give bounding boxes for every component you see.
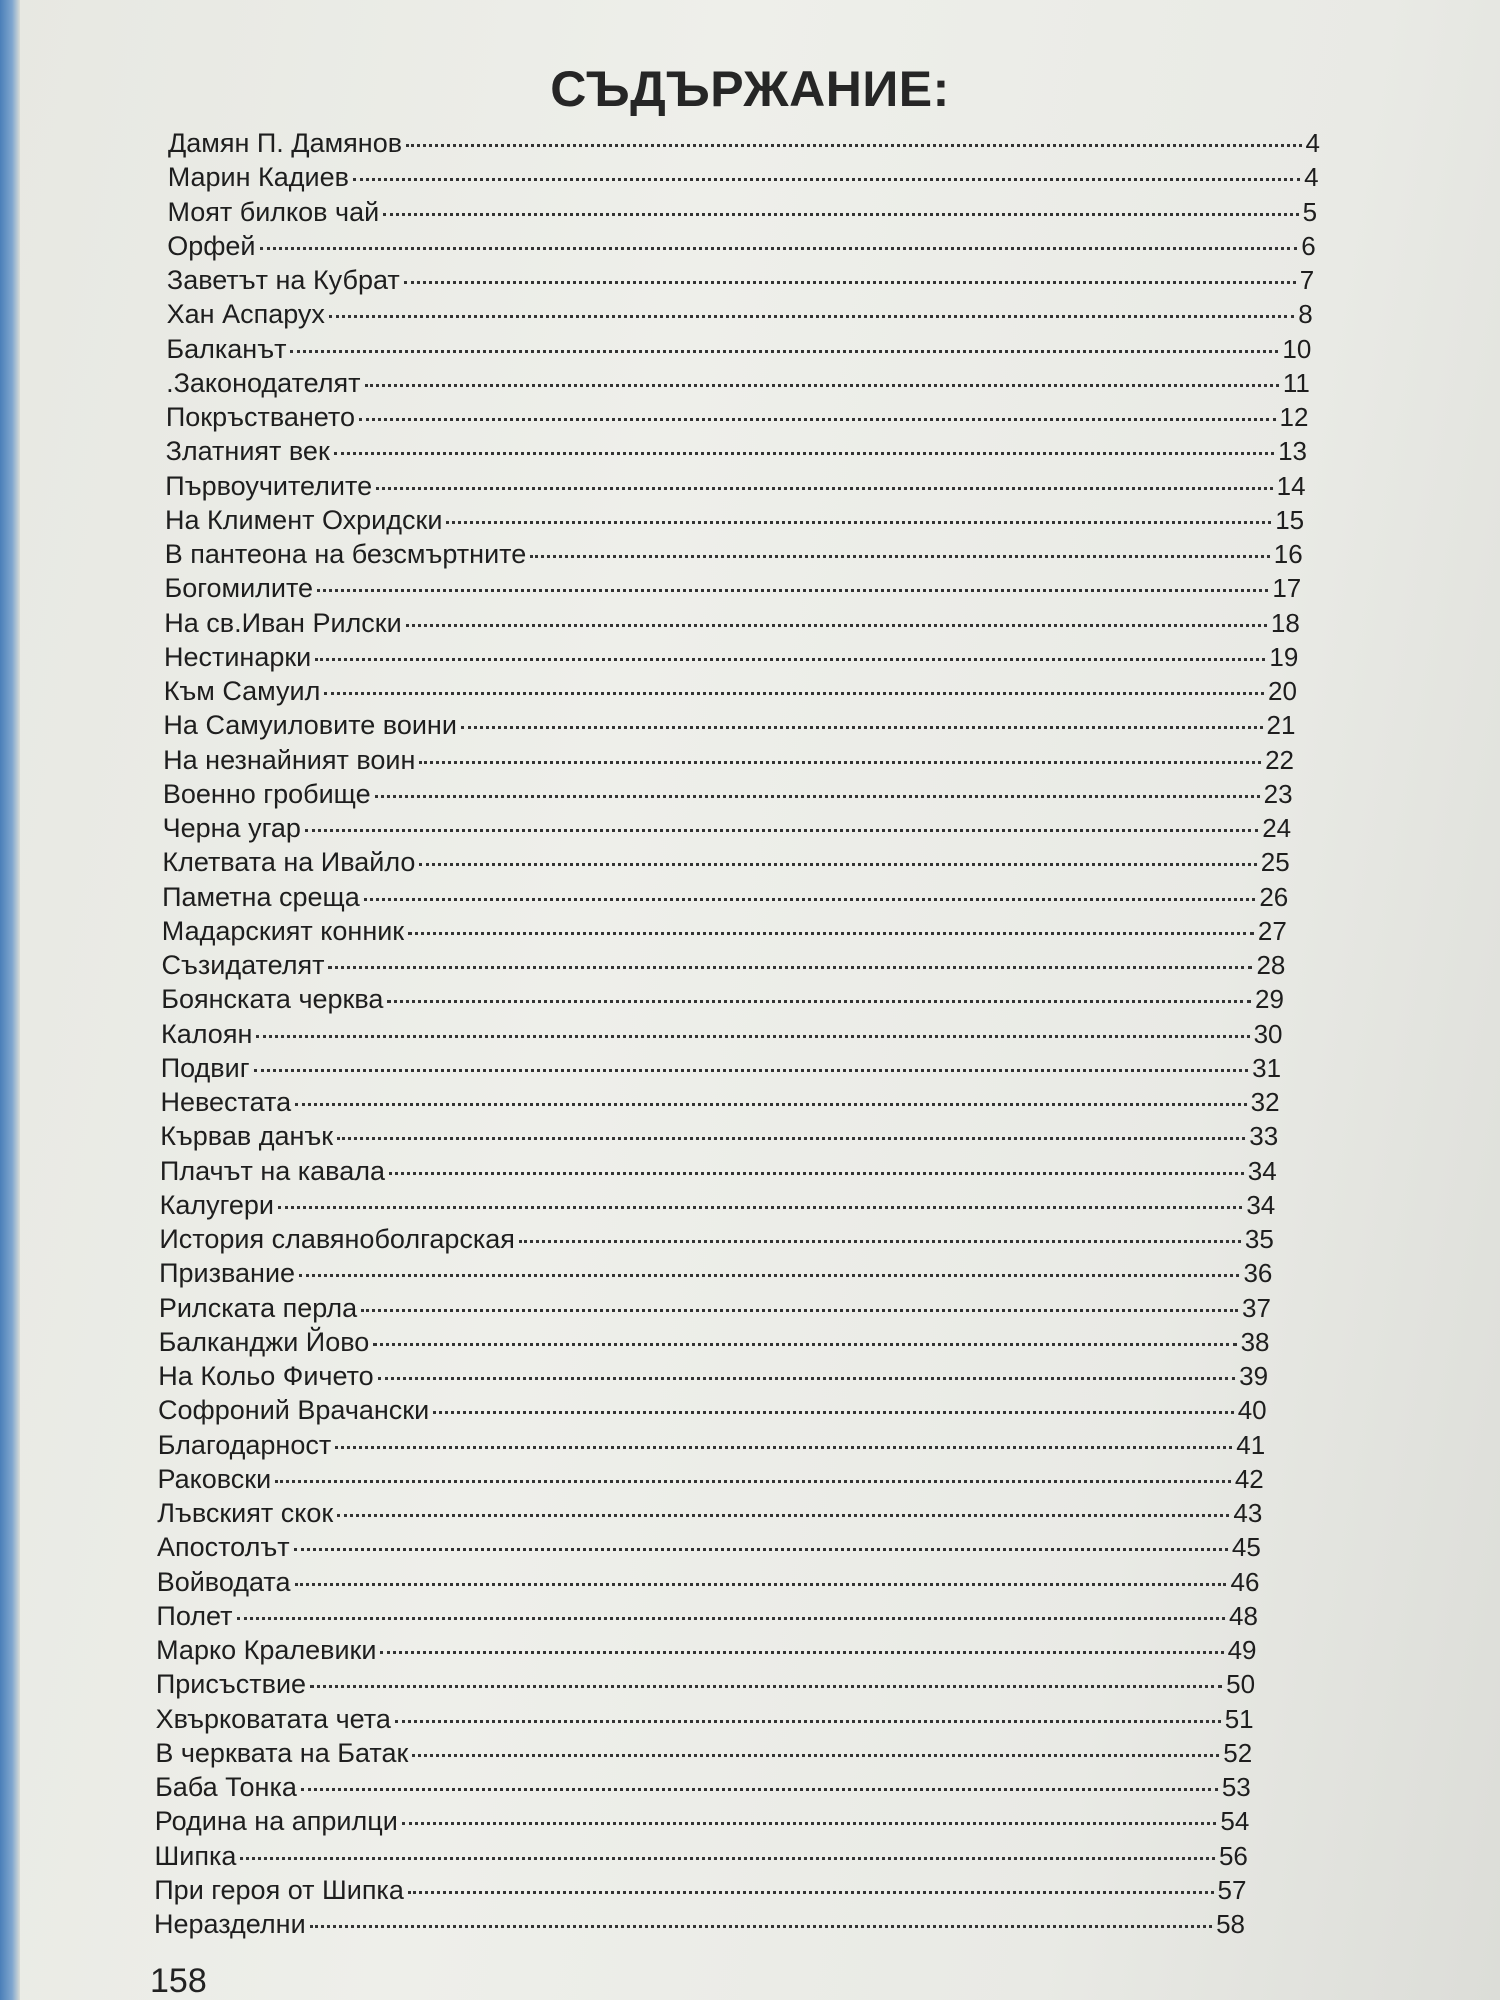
toc-entry-title: Кървав данък	[160, 1121, 334, 1152]
dot-leader	[375, 795, 1260, 798]
toc-entry-title: Полет	[156, 1600, 233, 1631]
dot-leader	[408, 1891, 1214, 1894]
toc-entry-title: Покръстването	[165, 402, 356, 432]
dot-leader	[335, 1446, 1232, 1449]
toc-entry-title: В пантеона на безсмъртните	[164, 539, 527, 569]
toc-entry-page: 22	[1265, 744, 1295, 775]
toc-entry-page: 21	[1266, 710, 1296, 741]
toc-entry-page: 27	[1257, 915, 1287, 946]
toc-entry	[167, 197, 1317, 229]
dot-leader	[329, 315, 1294, 318]
toc-entry-title: Подвиг	[160, 1052, 250, 1083]
toc-entry-page: 34	[1247, 1155, 1277, 1186]
toc-entry	[163, 779, 1293, 811]
toc-entry	[159, 1327, 1270, 1359]
toc-entry	[163, 710, 1295, 742]
toc-entry	[164, 676, 1297, 708]
dot-leader	[365, 384, 1279, 387]
toc-entry-title: Родина на априлци	[154, 1806, 398, 1837]
toc-entry-title: Балканът	[166, 333, 287, 364]
toc-entry-title: Баба Тонка	[155, 1772, 297, 1802]
toc-entry	[166, 368, 1310, 400]
dot-leader	[295, 1103, 1247, 1106]
dot-leader	[406, 144, 1301, 147]
toc-entry	[163, 813, 1292, 845]
toc-entry-title: На Кольо Фичето	[158, 1361, 374, 1391]
toc-entry-title: Черна угар	[162, 813, 301, 843]
toc-entry	[158, 1464, 1264, 1496]
toc-entry-title: Калоян	[161, 1018, 253, 1049]
toc-entry-title: Марко Кралевики	[156, 1635, 377, 1665]
toc-entry-page: 7	[1299, 265, 1315, 295]
toc-entry-page: 36	[1243, 1258, 1273, 1289]
toc-entry	[161, 1053, 1281, 1085]
dot-leader	[310, 1925, 1212, 1928]
toc-entry-page: 54	[1220, 1806, 1250, 1837]
toc-entry-page: 18	[1270, 607, 1300, 638]
dot-leader	[530, 555, 1270, 558]
dot-leader	[519, 1240, 1241, 1243]
toc-entry-title: Балканджи Йово	[158, 1326, 370, 1357]
toc-entry-title: Орфей	[167, 230, 256, 261]
dot-leader	[254, 1069, 1249, 1072]
toc-entry	[162, 916, 1287, 948]
dot-leader	[328, 966, 1252, 969]
toc-entry-page: 14	[1276, 470, 1306, 501]
toc-entry-page: 48	[1229, 1600, 1258, 1631]
page-title: СЪДЪРЖАНИЕ:	[550, 61, 950, 117]
toc-entry-title: Мадарският конник	[161, 915, 405, 946]
toc-entry-title: История славяноболгарская	[159, 1224, 515, 1254]
dot-leader	[446, 521, 1271, 524]
dot-leader	[433, 1411, 1233, 1414]
dot-leader	[295, 1583, 1227, 1586]
toc-entry-page: 41	[1236, 1429, 1266, 1460]
toc-entry-title: Неразделни	[154, 1909, 306, 1939]
toc-entry-title: Плачът на кавала	[159, 1155, 385, 1186]
toc-entry	[155, 1738, 1252, 1770]
toc-entry-page: 58	[1216, 1909, 1245, 1939]
toc-entry-page: 4	[1304, 162, 1319, 193]
toc-entry-page: 17	[1272, 573, 1302, 604]
toc-entry	[165, 573, 1302, 605]
toc-entry-page: 19	[1269, 641, 1299, 672]
toc-entry	[165, 471, 1305, 503]
toc-entry-title: Нестинарки	[163, 641, 312, 672]
toc-entry-page: 43	[1233, 1498, 1263, 1528]
toc-entry	[156, 1601, 1258, 1633]
toc-entry	[162, 847, 1289, 879]
toc-entry	[154, 1875, 1246, 1907]
dot-leader	[337, 1137, 1245, 1140]
toc-entry-page: 53	[1221, 1772, 1251, 1802]
dot-leader	[337, 1514, 1229, 1517]
toc-entry-page: 50	[1226, 1669, 1256, 1700]
toc-entry	[162, 882, 1288, 914]
toc-entry-page: 33	[1249, 1121, 1279, 1152]
toc-entry	[158, 1430, 1265, 1462]
toc-entry-title: Калугери	[159, 1189, 275, 1220]
toc-entry-title: .Законодателят	[166, 367, 361, 398]
toc-entry-page: 31	[1252, 1052, 1282, 1083]
toc-entry	[157, 1498, 1262, 1530]
toc-entry	[155, 1806, 1250, 1838]
toc-entry-title: Клетвата на Ивайло	[162, 847, 416, 878]
toc-entry-page: 51	[1224, 1703, 1254, 1734]
dot-leader	[373, 1343, 1236, 1346]
toc-entry	[157, 1532, 1261, 1564]
toc-entry-page: 15	[1275, 504, 1305, 535]
dot-leader	[278, 1206, 1242, 1209]
toc-entry	[167, 265, 1314, 297]
dot-leader	[387, 1000, 1251, 1003]
toc-entry-page: 56	[1218, 1840, 1248, 1871]
dot-leader	[361, 1309, 1238, 1312]
toc-entry-title: На Климент Охридски	[165, 504, 443, 535]
toc-entry	[157, 1567, 1260, 1599]
toc-entry	[165, 539, 1303, 571]
dot-leader	[389, 1172, 1244, 1175]
toc-entry	[163, 745, 1294, 777]
toc-entry-page: 26	[1259, 881, 1289, 912]
toc-entry-title: Съзидателят	[161, 950, 325, 980]
toc-entry	[166, 436, 1307, 468]
dot-leader	[324, 692, 1264, 695]
toc-entry	[154, 1909, 1245, 1941]
dot-leader	[299, 1274, 1239, 1277]
toc-entry	[164, 642, 1298, 674]
toc-entry-page: 4	[1305, 128, 1320, 158]
toc-entry-title: Златният век	[165, 436, 330, 467]
dot-leader	[412, 1754, 1219, 1757]
toc-entry-title: Невестата	[160, 1087, 292, 1117]
toc-entry	[161, 1019, 1283, 1051]
toc-entry	[162, 950, 1286, 982]
toc-entry	[160, 1156, 1277, 1188]
toc-entry-page: 28	[1256, 950, 1286, 980]
toc-entry	[160, 1087, 1279, 1119]
toc-entry-title: Паметна среща	[162, 881, 360, 912]
dot-leader	[376, 487, 1273, 490]
dot-leader	[301, 1788, 1218, 1791]
toc-entry-page: 46	[1230, 1566, 1260, 1597]
toc-entry	[155, 1772, 1251, 1804]
dot-leader	[408, 932, 1254, 935]
toc-entry	[164, 608, 1300, 640]
toc-entry-page: 34	[1246, 1189, 1276, 1220]
toc-entry-title: В черквата на Батак	[155, 1737, 409, 1768]
toc-entry	[159, 1258, 1272, 1290]
toc-entry-page: 25	[1260, 847, 1290, 878]
toc-entry	[158, 1395, 1267, 1427]
toc-entry-page: 40	[1237, 1395, 1267, 1426]
dot-leader	[406, 624, 1267, 627]
dot-leader	[380, 1651, 1223, 1654]
dot-leader	[294, 1548, 1228, 1551]
dot-leader	[364, 898, 1256, 901]
toc-entry-page: 42	[1234, 1463, 1264, 1494]
toc-entry-page: 10	[1282, 333, 1312, 364]
toc-entry-title: При героя от Шипка	[154, 1874, 404, 1905]
toc-entry-title: Към Самуил	[163, 676, 321, 706]
dot-leader	[334, 452, 1274, 455]
page-number: 158	[150, 1962, 207, 2000]
dot-leader	[461, 726, 1263, 729]
toc-entry	[156, 1704, 1254, 1736]
toc-entry-page: 13	[1278, 436, 1307, 467]
toc-entry-page: 38	[1240, 1326, 1270, 1357]
toc-entry-page: 49	[1227, 1635, 1257, 1665]
toc-entry-title: Рилската перла	[158, 1292, 358, 1323]
toc-entry-title: На св.Иван Рилски	[164, 607, 402, 638]
dot-leader	[290, 350, 1278, 353]
toc-entry-title: Шипка	[154, 1840, 237, 1871]
toc-entry-page: 29	[1255, 984, 1284, 1015]
toc-entry	[156, 1669, 1255, 1701]
toc-entry-page: 23	[1263, 778, 1293, 809]
toc-entry-page: 16	[1273, 539, 1303, 569]
toc-entry-page: 37	[1242, 1292, 1271, 1323]
dot-leader	[315, 658, 1265, 661]
toc-entry-title: Лъвският скок	[157, 1498, 334, 1528]
toc-entry-page: 39	[1239, 1361, 1269, 1391]
dot-leader	[310, 1685, 1222, 1688]
toc-entry-title: Военно гробище	[162, 778, 371, 809]
toc-entry-title: Призвание	[159, 1258, 296, 1289]
toc-entry-title: Хвърковатата чета	[155, 1703, 391, 1734]
toc-entry	[160, 1190, 1276, 1222]
toc-entry-title: На Самуиловите воини	[163, 710, 457, 741]
toc-entry-title: Първоучителите	[165, 470, 373, 501]
toc-entry-page: 45	[1231, 1532, 1261, 1563]
toc-entry	[166, 334, 1311, 366]
toc-entry	[167, 231, 1315, 263]
dot-leader	[395, 1720, 1221, 1723]
dot-leader	[240, 1857, 1215, 1860]
toc-entry-title: Благодарност	[157, 1429, 332, 1460]
dot-leader	[419, 863, 1256, 866]
toc-entry-page: 5	[1302, 196, 1318, 227]
toc-entry	[167, 299, 1313, 331]
toc-entry	[161, 984, 1284, 1016]
toc-entry-title: Марин Кадиев	[167, 162, 349, 193]
toc-entry	[159, 1293, 1271, 1325]
toc-entry	[156, 1635, 1256, 1667]
toc-entry-page: 12	[1279, 402, 1309, 432]
dot-leader	[305, 829, 1258, 832]
toc-entry-title: Богомилите	[164, 573, 314, 604]
toc-entry	[155, 1841, 1248, 1873]
dot-leader	[378, 1377, 1235, 1380]
toc-entry-title: Раковски	[157, 1463, 272, 1494]
toc-entry	[165, 505, 1304, 537]
toc-entry-title: Моят билков чай	[167, 196, 380, 227]
toc-entry-page: 57	[1217, 1874, 1247, 1905]
toc-entry-title: Дамян П. Дамянов	[168, 128, 403, 158]
dot-leader	[402, 1822, 1217, 1825]
dot-leader	[419, 761, 1261, 764]
dot-leader	[237, 1617, 1226, 1620]
dot-leader	[353, 178, 1300, 181]
dot-leader	[317, 589, 1268, 592]
toc-entry-title: Присъствие	[155, 1669, 307, 1700]
toc-entry-title: Войводата	[156, 1566, 291, 1597]
toc-entry-title: Хан Аспарух	[166, 299, 325, 330]
toc-entry-page: 6	[1301, 230, 1316, 261]
toc-entry-page: 52	[1223, 1737, 1253, 1768]
dot-leader	[359, 418, 1276, 421]
toc-entry	[168, 128, 1320, 160]
dot-leader	[260, 247, 1298, 250]
toc-entry	[158, 1361, 1268, 1393]
toc-entry-page: 20	[1267, 676, 1297, 706]
toc-entry	[160, 1121, 1278, 1153]
toc-entry	[168, 162, 1319, 194]
toc-entry-title: Софроний Врачански	[158, 1395, 430, 1426]
toc-entry-page: 11	[1282, 367, 1310, 398]
dot-leader	[275, 1480, 1231, 1483]
toc-entry-page: 32	[1250, 1087, 1280, 1117]
toc-entry-title: Заветът на Кубрат	[166, 265, 400, 295]
dot-leader	[404, 281, 1296, 284]
toc-entry-title: На незнайният воин	[163, 744, 416, 775]
toc-entry-page: 30	[1253, 1018, 1283, 1049]
toc-entry-page: 8	[1298, 299, 1313, 330]
toc-entry	[159, 1224, 1273, 1256]
toc-entry-title: Апостолът	[156, 1532, 290, 1563]
toc-entry-title: Боянската черква	[161, 984, 384, 1015]
dot-leader	[383, 213, 1298, 216]
toc-entry-page: 35	[1244, 1224, 1274, 1254]
toc-entry	[166, 402, 1309, 434]
dot-leader	[256, 1035, 1249, 1038]
toc-entry-page: 24	[1262, 813, 1292, 843]
